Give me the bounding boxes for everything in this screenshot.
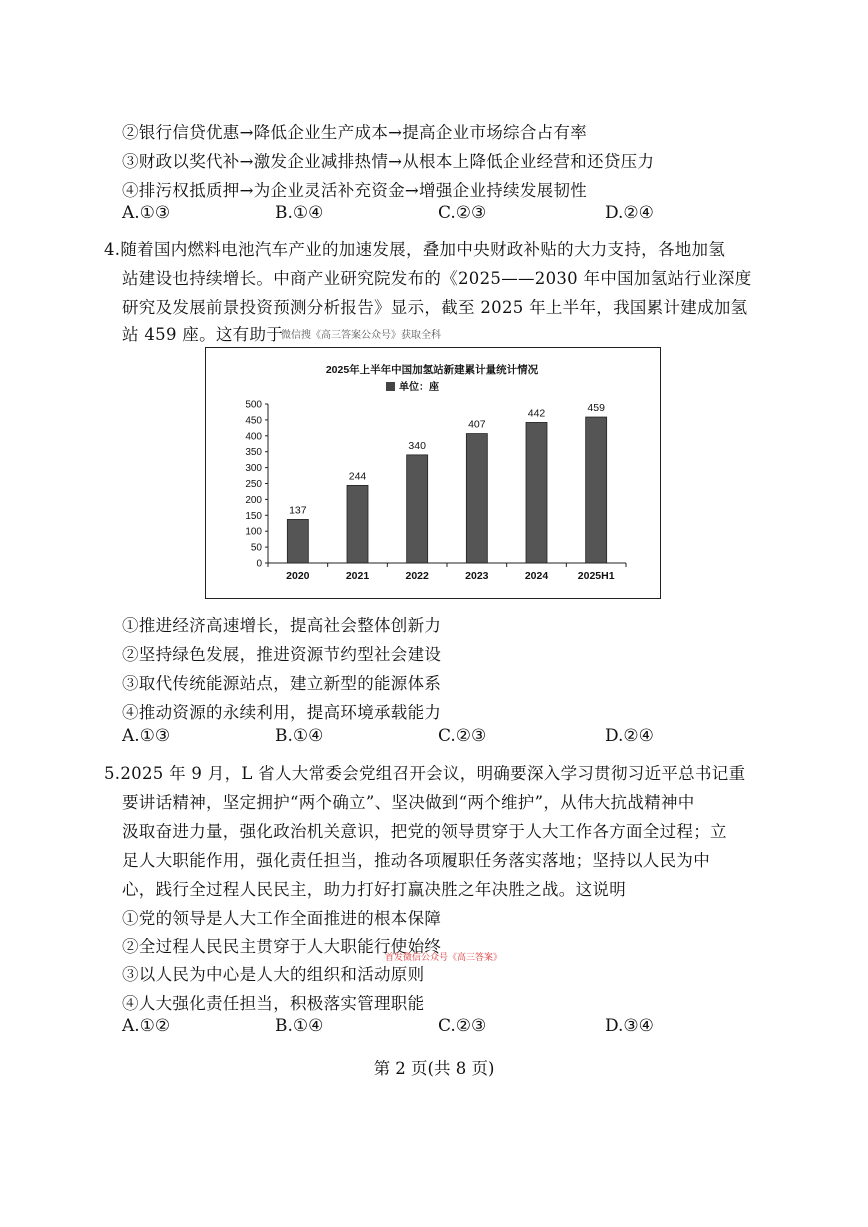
q5-option-d[interactable]: D.③④	[605, 1016, 654, 1036]
data-label: 459	[587, 402, 605, 415]
plot-area	[245, 400, 626, 583]
q4-stem-line-3: 研究及发展前景投资预测分析报告》显示，截至 2025 年上半年，我国累计建成加氢	[122, 298, 748, 317]
q4-statement-4: ④推动资源的永续利用，提高环境承载能力	[122, 703, 442, 722]
legend-swatch	[386, 382, 395, 391]
chart-svg	[206, 348, 659, 597]
q5-statement-1: ①党的领导是人大工作全面推进的根本保障	[122, 909, 442, 928]
q4-stem-line-2: 站建设也持续增长。中商产业研究院发布的《2025——2030 年中国加氢站行业深度	[122, 269, 752, 288]
q5-stem-line-1: 5.2025 年 9 月，L 省人大常委会党组召开会议，明确要深入学习贯彻习近平总书记重	[104, 764, 746, 783]
q3-choice-4: ④排污权抵质押→为企业灵活补充资金→增强企业持续发展韧性	[122, 181, 588, 200]
y-tick-label: 100	[245, 526, 262, 538]
q3-choice-2: ②银行信贷优惠→降低企业生产成本→提高企业市场综合占有率	[122, 123, 588, 142]
q4-option-d[interactable]: D.②④	[605, 726, 654, 746]
q5-option-c[interactable]: C.②③	[438, 1016, 487, 1036]
q3-option-b[interactable]: B.①④	[275, 203, 324, 223]
y-tick-label: 0	[256, 558, 262, 570]
x-tick-label: 2020	[286, 570, 310, 582]
q4-watermark: 微信搜《高三答案公众号》获取全科	[281, 330, 441, 341]
q4-stem-line-1: 4.随着国内燃料电池汽车产业的加速发展，叠加中央财政补贴的大力支持，各地加氢	[104, 240, 726, 259]
q5-statement-4: ④人大强化责任担当，积极落实管理职能	[122, 994, 425, 1013]
q4-statement-2: ②坚持绿色发展，推进资源节约型社会建设	[122, 645, 442, 664]
chart-title: 2025年上半年中国加氢站新建累计量统计情况	[325, 364, 539, 376]
x-tick-label: 2024	[524, 570, 549, 582]
q5-stem-line-5: 心，践行全过程人民民主，助力打好打赢决胜之年决胜之战。这说明	[122, 880, 626, 899]
x-tick-label: 2022	[405, 570, 429, 582]
bar	[466, 434, 487, 563]
data-label: 442	[527, 407, 546, 420]
q3-option-a[interactable]: A.①③	[122, 203, 171, 223]
legend-label: 单位：座	[399, 382, 439, 393]
y-tick-label: 500	[245, 399, 262, 411]
q5-stem-line-3: 汲取奋进力量，强化政治机关意识，把党的领导贯穿于人大工作各方面全过程；立	[122, 822, 727, 841]
y-tick-label: 250	[245, 479, 262, 490]
q5-statement-2: ②全过程人民民主贯穿于人大职能行使始终	[122, 937, 442, 956]
bar	[347, 485, 368, 563]
bar	[287, 519, 308, 563]
x-tick-label: 2023	[465, 570, 489, 582]
q5-stem-line-4: 足人大职能作用，强化责任担当，推动各项履职任务落实落地；坚持以人民为中	[122, 851, 710, 870]
bar	[407, 455, 428, 563]
y-tick-label: 400	[245, 431, 262, 443]
bar	[586, 417, 607, 563]
y-tick-label: 200	[245, 494, 262, 506]
data-label: 340	[408, 439, 426, 452]
q3-option-d[interactable]: D.②④	[605, 203, 654, 223]
q5-watermark: 首发微信公众号《高三答案》	[385, 953, 503, 963]
data-label: 244	[348, 470, 367, 483]
q5-stem-line-2: 要讲话精神，坚定拥护“两个确立”、坚决做到“两个维护”，从伟大抗战精神中	[122, 793, 695, 812]
hydrogen-station-chart	[205, 347, 661, 599]
y-tick-label: 300	[245, 463, 262, 475]
q4-option-c[interactable]: C.②③	[438, 726, 487, 746]
y-tick-label: 350	[245, 447, 262, 459]
q3-choice-3: ③财政以奖代补→激发企业减排热情→从根本上降低企业经营和还贷压力	[122, 152, 655, 171]
q5-statement-3: ③以人民为中心是人大的组织和活动原则	[122, 965, 425, 984]
data-label: 137	[289, 504, 307, 517]
y-tick-label: 150	[245, 510, 262, 522]
x-tick-label: 2021	[345, 570, 370, 582]
y-tick-label: 450	[245, 415, 262, 427]
q4-statement-3: ③取代传统能源站点，建立新型的能源体系	[122, 674, 442, 693]
q4-option-b[interactable]: B.①④	[275, 726, 324, 746]
q4-statement-1: ①推进经济高速增长，提高社会整体创新力	[122, 616, 442, 635]
q3-option-c[interactable]: C.②③	[438, 203, 487, 223]
bar	[526, 422, 547, 563]
data-label: 407	[468, 418, 486, 431]
q5-option-b[interactable]: B.①④	[275, 1016, 324, 1036]
q4-option-a[interactable]: A.①③	[122, 726, 171, 746]
q5-option-a[interactable]: A.①②	[122, 1016, 171, 1036]
x-tick-label: 2025H1	[577, 570, 615, 582]
y-tick-label: 50	[250, 542, 262, 554]
page-footer: 第 2 页(共 8 页)	[373, 1059, 495, 1078]
q4-stem-line-4: 站 459 座。这有助于	[122, 325, 284, 344]
